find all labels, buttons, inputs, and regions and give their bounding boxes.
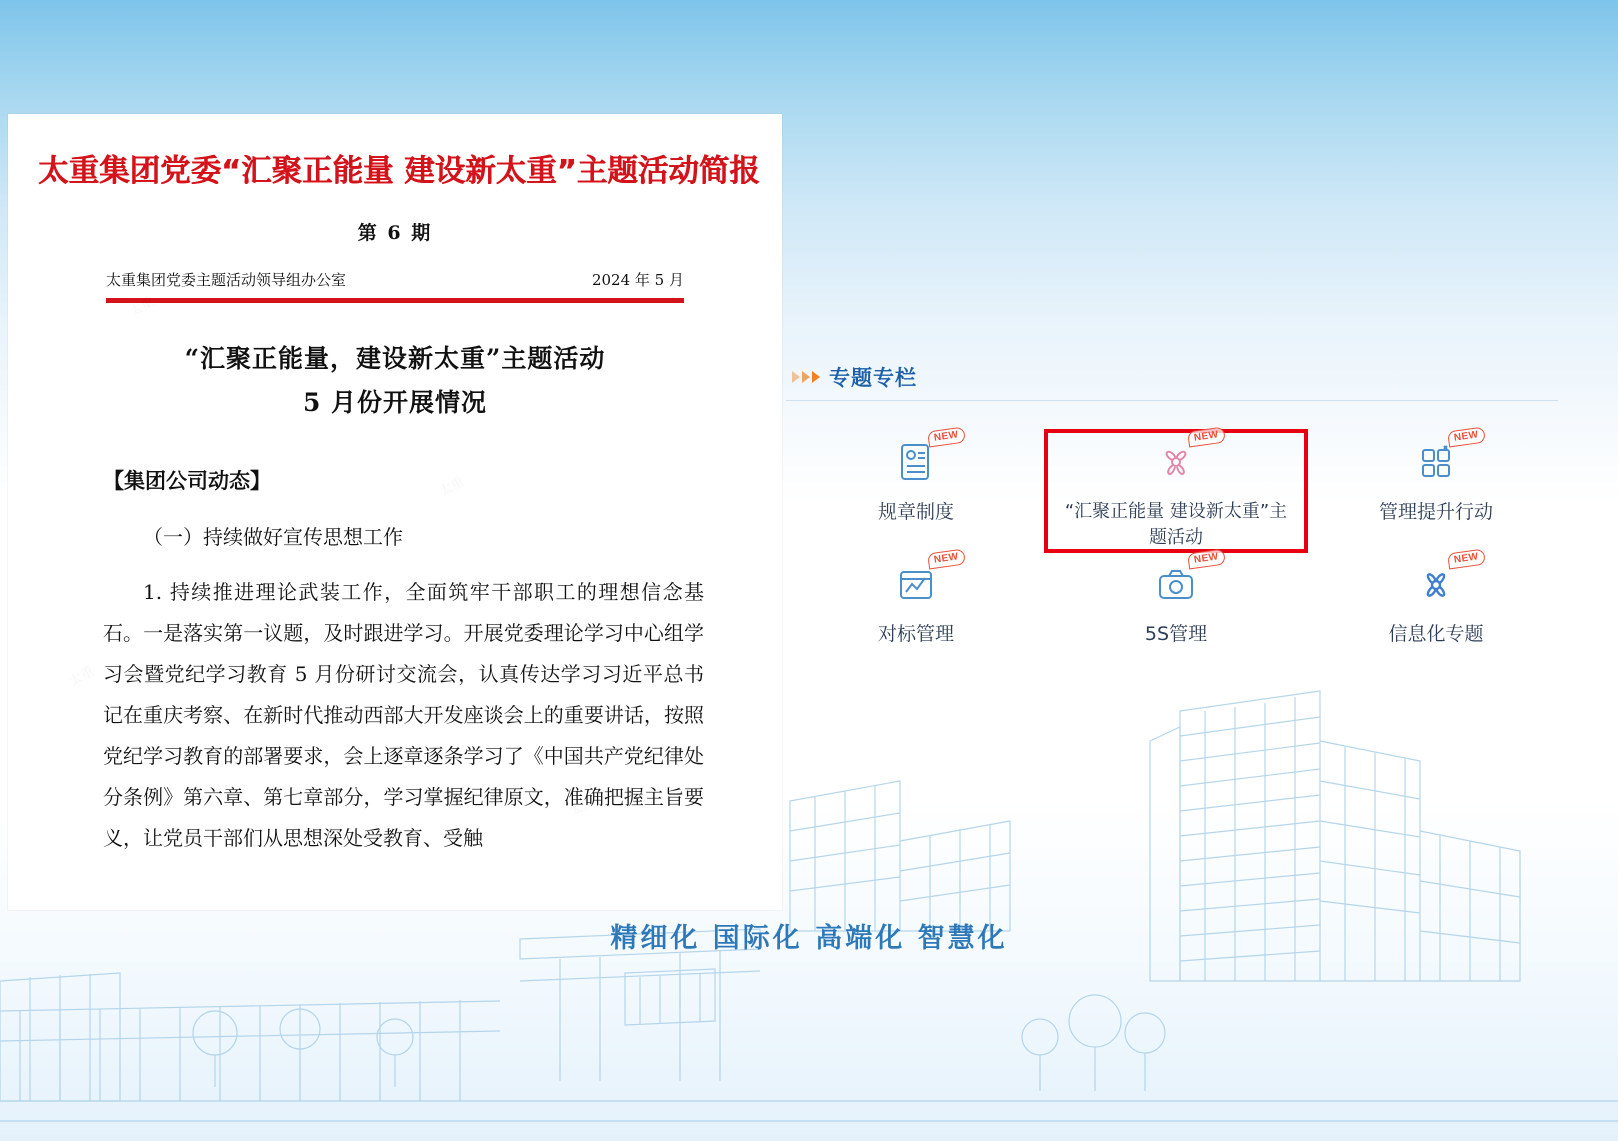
- tile-informatization-topic[interactable]: [1306, 553, 1566, 673]
- document-preview[interactable]: [8, 114, 782, 910]
- new-badge: NEW: [1448, 427, 1486, 448]
- document-red-rule: [106, 298, 684, 303]
- special-column-title: 专题专栏: [829, 366, 917, 390]
- new-badge: NEW: [1448, 549, 1486, 570]
- watermark-mark: [125, 291, 157, 320]
- tile-label: 5S管理: [1144, 623, 1208, 645]
- tile-label: 管理提升行动: [1378, 501, 1493, 523]
- document-page-content: [8, 146, 782, 910]
- document-sub-heading: （一）持续做好宣传思想工作: [143, 525, 403, 549]
- document-section-heading: 【集团公司动态】: [103, 468, 271, 493]
- tile-label: 信息化专题: [1388, 623, 1484, 645]
- document-subtitle: [8, 337, 782, 425]
- portal-motto: 精细化 国际化 高端化 智慧化: [610, 923, 1008, 954]
- document-issue-number: 第 6 期: [357, 222, 433, 244]
- new-badge: NEW: [928, 427, 966, 448]
- tile-rules-and-regulations[interactable]: [786, 431, 1046, 551]
- special-column-tiles: [786, 431, 1576, 673]
- triple-arrow-icon: [792, 371, 820, 383]
- document-subtitle-line1: “汇聚正能量，建设新太重”主题活动: [184, 344, 606, 373]
- chart-benchmark-icon: [885, 551, 960, 613]
- document-paragraph: 1. 持续推进理论武装工作，全面筑牢干部职工的理想信念基石。一是落实第一议题，及时跟进学习。开展党委理论学习中心组学习会暨党纪学习教育 5 月份研讨交流会，认真传达学习习近平总书记在重庆考察、在新时代推动西部大开发座谈会上的重要讲话，按照党纪学习教育的部署要求，会上逐章逐条学习了《中国共产党纪律处分条例》第六章、第七章部分，学习掌握纪律原文，准确把握主旨要义，让党员干部们从思想深处受教育、受触: [103, 580, 704, 850]
- tile-label: “汇聚正能量 建设新太重”主题活动: [1064, 501, 1288, 548]
- tile-label: 规章制度: [877, 501, 954, 523]
- camera-5s-icon: [1145, 551, 1220, 613]
- new-badge: NEW: [928, 549, 966, 570]
- watermark-mark: [65, 661, 97, 690]
- tile-benchmark-management[interactable]: [786, 553, 1046, 673]
- document-subtitle-line2: 5 月份开展情况: [302, 388, 488, 417]
- document-rules-icon: [885, 429, 960, 491]
- new-badge: NEW: [1188, 549, 1226, 570]
- tile-theme-activity[interactable]: [1046, 431, 1306, 551]
- document-title: 太重集团党委“汇聚正能量 建设新太重”主题活动简报: [38, 154, 760, 189]
- document-issuer: 太重集团党委主题活动领导组办公室: [106, 271, 347, 289]
- document-meta: [106, 269, 684, 290]
- tile-management-improvement[interactable]: [1306, 431, 1566, 551]
- grid-blocks-icon: [1405, 429, 1480, 491]
- new-badge: NEW: [1188, 427, 1226, 448]
- special-column-section: [786, 362, 1586, 673]
- network-info-icon: [1405, 551, 1480, 613]
- special-column-header: [786, 362, 1558, 401]
- document-date: 2024 年 5 月: [591, 271, 684, 289]
- activity-molecule-icon: [1145, 429, 1220, 491]
- tile-label: 对标管理: [877, 623, 954, 645]
- tile-5s-management[interactable]: [1046, 553, 1306, 673]
